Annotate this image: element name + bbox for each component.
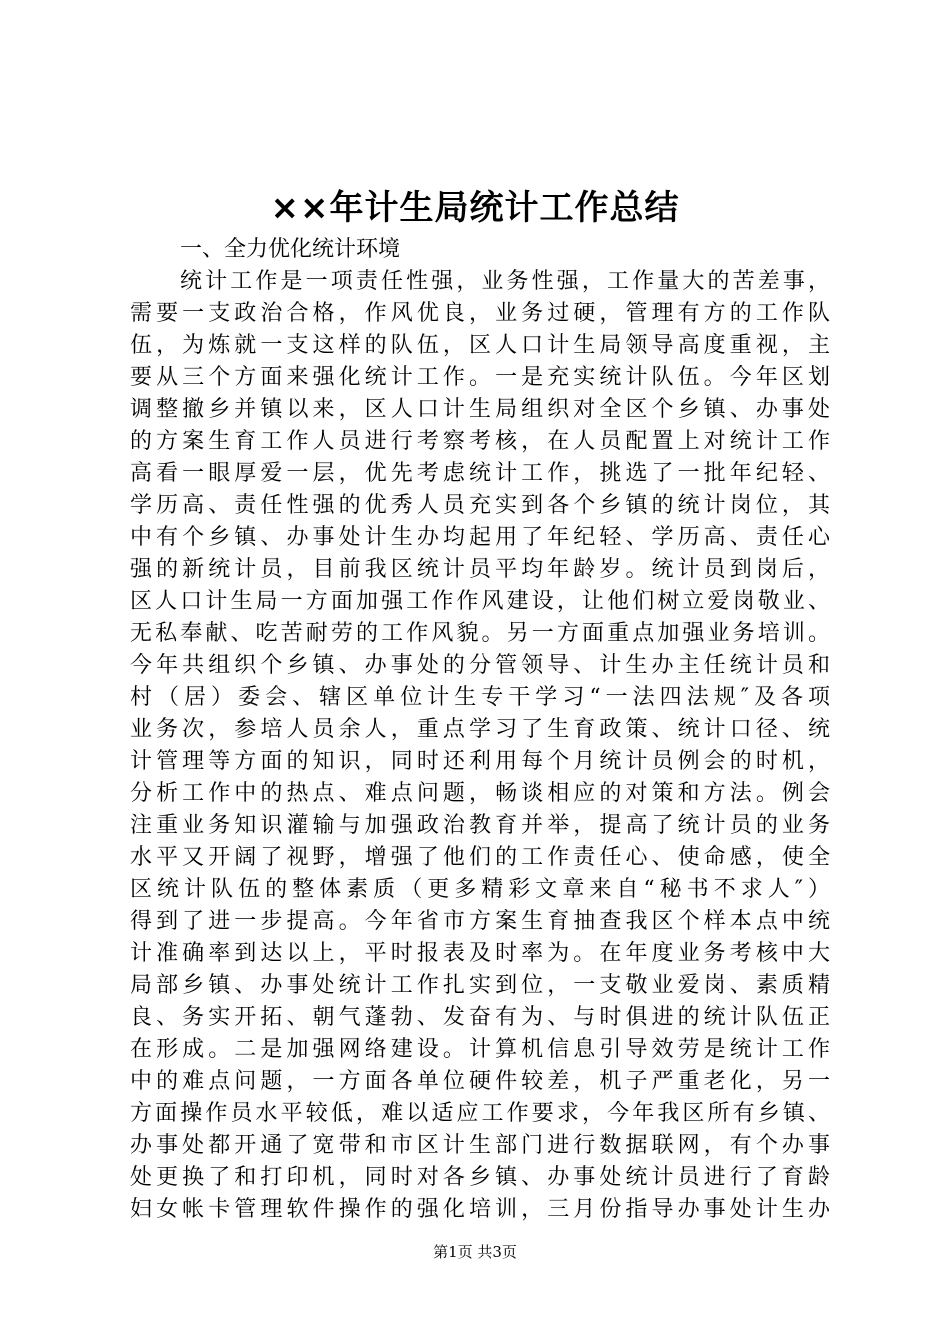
text-line: 分析工作中的热点、难点问题，畅谈相应的对策和方法。例会 (130, 781, 830, 806)
text-line: 水平又开阔了视野，增强了他们的工作责任心、使命感，使全 (130, 845, 830, 870)
text-line: 学历高、责任性强的优秀人员充实到各个乡镇的统计岗位，其 (130, 493, 830, 518)
body-text (130, 266, 830, 1226)
page-number: 第1页 共3页 (433, 1243, 517, 1261)
text-line: 计准确率到达以上，平时报表及时率为。在年度业务考核中大 (130, 941, 830, 966)
text-line: 需要一支政治合格，作风优良，业务过硬，管理有方的工作队 (130, 301, 830, 326)
text-line: 调整撤乡并镇以来，区人口计生局组织对全区个乡镇、办事处 (130, 397, 830, 422)
text-line: 妇女帐卡管理软件操作的强化培训，三月份指导办事处计生办 (130, 1197, 830, 1222)
text-line: 中的难点问题，一方面各单位硬件较差，机子严重老化，另一 (130, 1069, 830, 1094)
text-line: 要从三个方面来强化统计工作。一是充实统计队伍。今年区划 (130, 365, 830, 390)
text-line: 注重业务知识灌输与加强政治教育并举，提高了统计员的业务 (130, 813, 830, 838)
section-heading: 一、全力优化统计环境 (180, 237, 401, 262)
text-line: 区人口计生局一方面加强工作作风建设，让他们树立爱岗敬业、 (130, 589, 830, 614)
text-line: 良、务实开拓、朝气蓬勃、发奋有为、与时俱进的统计队伍正 (130, 1005, 830, 1030)
text-line: 在形成。二是加强网络建设。计算机信息引导效劳是统计工作 (130, 1037, 830, 1062)
document-title: ××年计生局统计工作总结 (270, 188, 680, 228)
text-line: 的方案生育工作人员进行考察考核，在人员配置上对统计工作 (130, 429, 830, 454)
text-line: 中有个乡镇、办事处计生办均起用了年纪轻、学历高、责任心 (130, 525, 830, 550)
text-line: 处更换了和打印机，同时对各乡镇、办事处统计员进行了育龄 (130, 1165, 830, 1190)
text-line: 伍，为炼就一支这样的队伍，区人口计生局领导高度重视，主 (130, 333, 830, 358)
text-line: 村（居）委会、辖区单位计生专干学习“一法四法规″及各项 (130, 685, 830, 710)
text-line: 无私奉献、吃苦耐劳的工作风貌。另一方面重点加强业务培训。 (130, 621, 830, 646)
text-line: 统计工作是一项责任性强，业务性强，工作量大的苦差事， (180, 269, 830, 294)
text-line: 业务次，参培人员余人，重点学习了生育政策、统计口径、统 (130, 717, 830, 742)
text-line: 方面操作员水平较低，难以适应工作要求，今年我区所有乡镇、 (130, 1101, 830, 1126)
text-line: 区统计队伍的整体素质（更多精彩文章来自“秘书不求人″） (130, 877, 830, 902)
text-line: 计管理等方面的知识，同时还利用每个月统计员例会的时机， (130, 749, 830, 774)
text-line: 办事处都开通了宽带和市区计生部门进行数据联网，有个办事 (130, 1133, 830, 1158)
text-line: 今年共组织个乡镇、办事处的分管领导、计生办主任统计员和 (130, 653, 830, 678)
text-line: 得到了进一步提高。今年省市方案生育抽查我区个样本点中统 (130, 909, 830, 934)
text-line: 强的新统计员，目前我区统计员平均年龄岁。统计员到岗后， (130, 557, 830, 582)
text-line: 局部乡镇、办事处统计工作扎实到位，一支敬业爱岗、素质精 (130, 973, 830, 998)
text-line: 高看一眼厚爱一层，优先考虑统计工作，挑选了一批年纪轻、 (130, 461, 830, 486)
